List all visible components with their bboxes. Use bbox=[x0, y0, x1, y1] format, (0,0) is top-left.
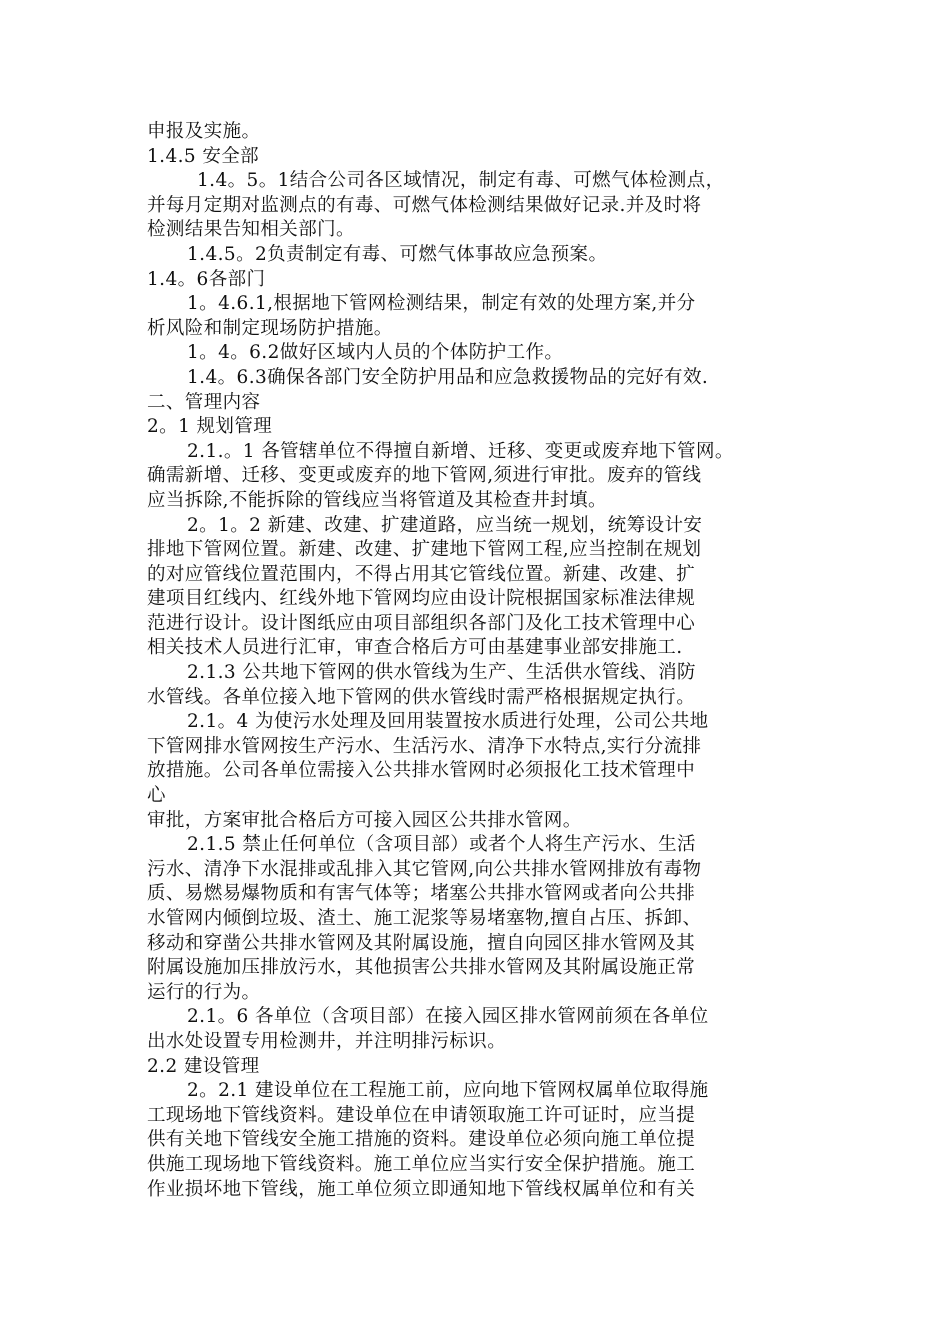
text-line: 2.1.。1 各管辖单位不得擅自新增、迁移、变更或废弃地下管网。 bbox=[187, 440, 734, 462]
text-line: 申报及实施。 bbox=[147, 121, 261, 142]
text-line: 建项目红线内、红线外地下管网均应由设计院根据国家标准法律规 bbox=[147, 588, 696, 610]
text-line: 作业损坏地下管线，施工单位须立即通知地下管线权属单位和有关 bbox=[147, 1178, 696, 1200]
text-line: 2.1.3 公共地下管网的供水管线为生产、生活供水管线、消防 bbox=[187, 662, 696, 684]
text-line: 2.1。4 为使污水处理及回用装置按水质进行处理，公司公共地 bbox=[187, 711, 709, 733]
text-line: 污水、清净下水混排或乱排入其它管网,向公共排水管网排放有毒物 bbox=[147, 858, 702, 880]
text-line: 工现场地下管线资料。建设单位在申请领取施工许可证时，应当提 bbox=[147, 1104, 696, 1126]
text-line: 供施工现场地下管线资料。施工单位应当实行安全保护措施。施工 bbox=[147, 1153, 696, 1175]
section-heading: 2。1 规划管理 bbox=[147, 416, 273, 438]
text-line: 范进行设计。设计图纸应由项目部组织各部门及化工技术管理中心 bbox=[147, 612, 696, 634]
text-line: 下管网排水管网按生产污水、生活污水、清净下水特点,实行分流排 bbox=[147, 735, 702, 757]
text-line: 相关技术人员进行汇审，审查合格后方可由基建事业部安排施工. bbox=[147, 637, 683, 659]
text-line: 检测结果告知相关部门。 bbox=[147, 219, 355, 241]
section-heading: 1.4.5 安全部 bbox=[147, 145, 260, 167]
section-heading: 2.2 建设管理 bbox=[147, 1055, 260, 1077]
text-line: 并每月定期对监测点的有毒、可燃气体检测结果做好记录.并及时将 bbox=[147, 194, 702, 216]
text-line: 确需新增、迁移、变更或废弃的地下管网,须进行审批。废弃的管线 bbox=[147, 465, 702, 487]
text-line: 1.4.5。2负责制定有毒、可燃气体事故应急预案。 bbox=[187, 243, 608, 265]
section-heading: 二、管理内容 bbox=[147, 391, 261, 413]
text-line: 1。4.6.1,根据地下管网检测结果，制定有效的处理方案,并分 bbox=[187, 293, 696, 315]
text-line: 心 bbox=[147, 785, 166, 807]
text-line: 审批，方案审批合格后方可接入园区公共排水管网。 bbox=[147, 809, 582, 831]
text-line: 析风险和制定现场防护措施。 bbox=[147, 317, 393, 339]
text-line: 2.1.5 禁止任何单位（含项目部）或者个人将生产污水、生活 bbox=[187, 834, 696, 856]
text-line: 1。4。6.2做好区域内人员的个体防护工作。 bbox=[187, 342, 564, 364]
text-line: 2。1。2 新建、改建、扩建道路，应当统一规划，统筹设计安 bbox=[187, 514, 703, 536]
text-line: 的对应管线位置范围内，不得占用其它管线位置。新建、改建、扩 bbox=[147, 563, 696, 585]
text-line: 应当拆除,不能拆除的管线应当将管道及其检查井封填。 bbox=[147, 489, 607, 511]
text-line: 水管线。各单位接入地下管网的供水管线时需严格根据规定执行。 bbox=[147, 686, 696, 708]
text-line: 移动和穿凿公共排水管网及其附属设施，擅自向园区排水管网及其 bbox=[147, 932, 696, 954]
text-line: 排地下管网位置。新建、改建、扩建地下管网工程,应当控制在规划 bbox=[147, 539, 702, 561]
text-line: 附属设施加压排放污水，其他损害公共排水管网及其附属设施正常 bbox=[147, 957, 696, 979]
text-line: 1.4。5。1结合公司各区域情况，制定有毒、可燃气体检测点， bbox=[197, 170, 725, 192]
text-line: 2.1。6 各单位（含项目部）在接入园区排水管网前须在各单位 bbox=[187, 1006, 709, 1028]
text-line: 出水处设置专用检测井，并注明排污标识。 bbox=[147, 1030, 507, 1052]
text-line: 运行的行为。 bbox=[147, 981, 261, 1003]
text-line: 放措施。公司各单位需接入公共排水管网时必须报化工技术管理中 bbox=[147, 760, 696, 782]
text-line: 1.4。6.3确保各部门安全防护用品和应急救援物品的完好有效. bbox=[187, 366, 709, 388]
section-heading: 1.4。6各部门 bbox=[147, 268, 266, 290]
document-body bbox=[147, 120, 827, 1202]
text-line: 质、易燃易爆物质和有害气体等；堵塞公共排水管网或者向公共排 bbox=[147, 883, 696, 905]
text-line: 供有关地下管线安全施工措施的资料。建设单位必须向施工单位提 bbox=[147, 1129, 696, 1151]
text-line: 2。2.1 建设单位在工程施工前，应向地下管网权属单位取得施 bbox=[187, 1080, 709, 1102]
text-line: 水管网内倾倒垃圾、渣土、施工泥浆等易堵塞物,擅自占压、拆卸、 bbox=[147, 908, 702, 929]
